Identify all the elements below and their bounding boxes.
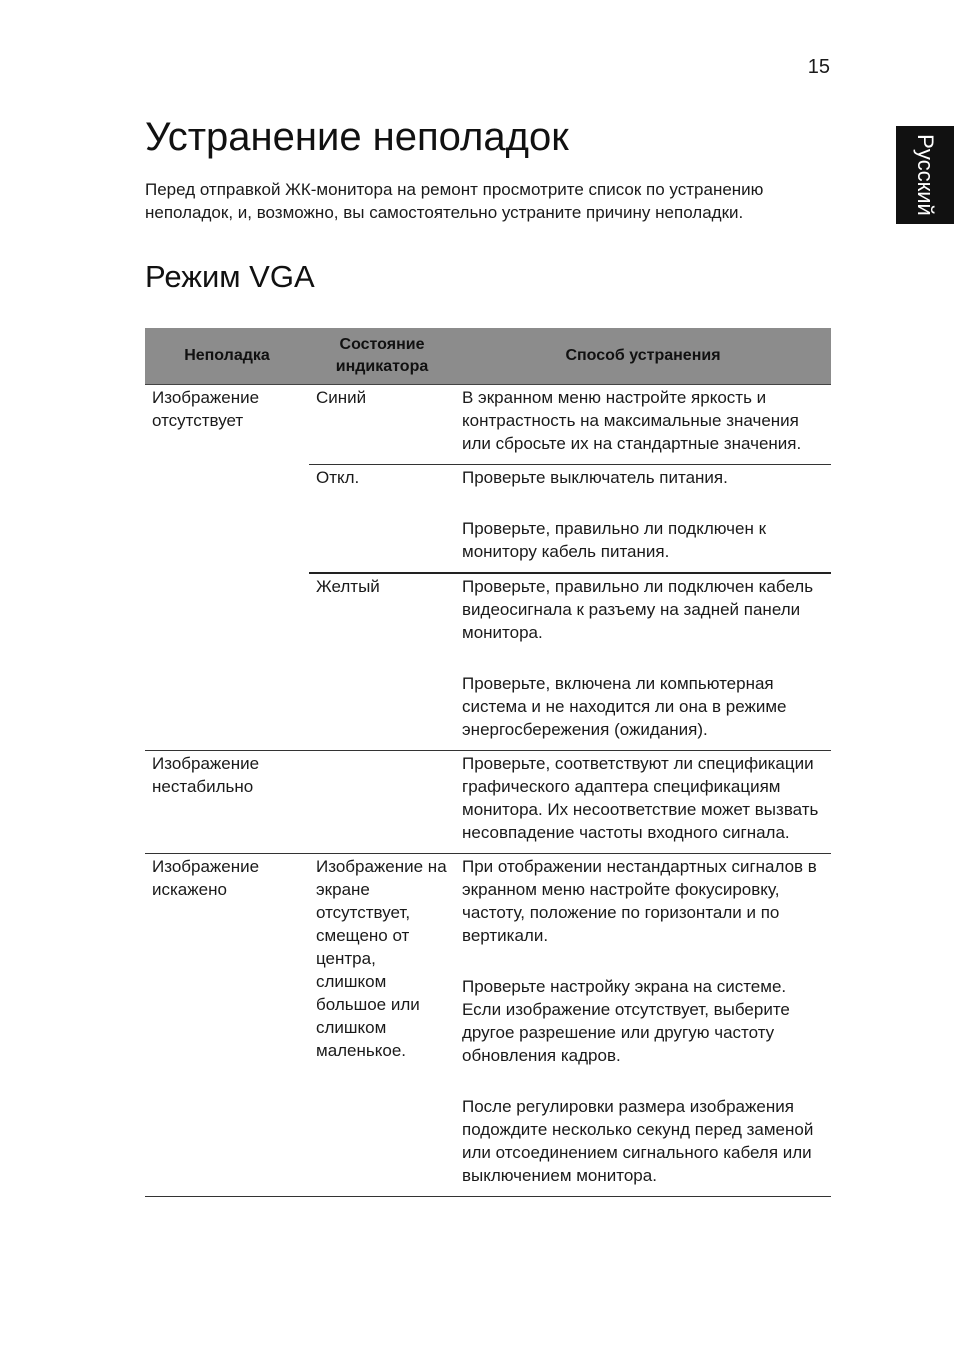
section-title: Режим VGA bbox=[145, 259, 315, 294]
troubleshooting-table bbox=[145, 328, 831, 1197]
indicator-cell: Откл. bbox=[309, 465, 455, 574]
solution-cell bbox=[455, 465, 831, 574]
solution-text: Проверьте выключатель питания. bbox=[462, 468, 728, 487]
solution-text: При отображении нестандартных сигналов в экранном меню настройте фокусировку, частоту, положение по горизонтали и по вертикали. bbox=[462, 857, 817, 945]
problem-cell: Изображение искажено bbox=[145, 854, 309, 1197]
solution-text: Проверьте настройку экрана на системе. Если изображение отсутствует, выберите другое разрешение или другую частоту обновления кадров. bbox=[462, 977, 790, 1065]
problem-cell: Изображение отсутствует bbox=[152, 388, 260, 430]
table-header-row bbox=[145, 328, 831, 385]
solution-cell bbox=[455, 854, 831, 1197]
solution-text: Проверьте, соответствуют ли спецификации графического адаптера спецификациям монитора. Их несоответствие может вызвать несовпадение частоты входного сигнала. bbox=[462, 754, 819, 842]
solution-cell bbox=[455, 385, 831, 465]
page-title: Устранение неполадок bbox=[145, 115, 569, 159]
problem-cell: Изображение нестабильно bbox=[145, 751, 309, 854]
indicator-cell: Желтый bbox=[309, 573, 455, 751]
solution-text: Проверьте, правильно ли подключен кабель видеосигнала к разъему на задней панели монитора. bbox=[462, 577, 814, 642]
language-tab-label: Русский bbox=[913, 134, 938, 216]
solution-text: После регулировки размера изображения подождите несколько секунд перед заменой или отсоединением сигнального кабеля или выключением монитора. bbox=[462, 1097, 814, 1185]
header-solution: Способ устранения bbox=[455, 328, 831, 385]
indicator-cell bbox=[309, 751, 455, 854]
solution-text: Проверьте, включена ли компьютерная система и не находится ли она в режиме энергосбережения (ожидания). bbox=[462, 674, 787, 739]
indicator-cell: Изображение на экране отсутствует, смещено от центра, слишком большое или слишком маленькое. bbox=[309, 854, 455, 1197]
header-indicator-state: Состояние индикатора bbox=[309, 328, 455, 385]
solution-cell bbox=[455, 751, 831, 854]
solution-text: В экранном меню настройте яркость и контрастность на максимальные значения или сбросьте их на стандартные значения. bbox=[462, 388, 802, 453]
solution-text: Проверьте, правильно ли подключен к монитору кабель питания. bbox=[462, 519, 767, 561]
table-row bbox=[145, 385, 831, 465]
table-row bbox=[145, 854, 831, 1197]
language-tab bbox=[896, 126, 954, 224]
solution-cell bbox=[455, 573, 831, 751]
indicator-cell: Синий bbox=[316, 388, 367, 407]
header-problem: Неполадка bbox=[145, 328, 309, 385]
intro-paragraph: Перед отправкой ЖК-монитора на ремонт просмотрите список по устранению неполадок, и, возможно, вы самостоятельно устраните причину неполадки. bbox=[145, 180, 764, 222]
table-row bbox=[145, 751, 831, 854]
page-number: 15 bbox=[807, 56, 830, 78]
